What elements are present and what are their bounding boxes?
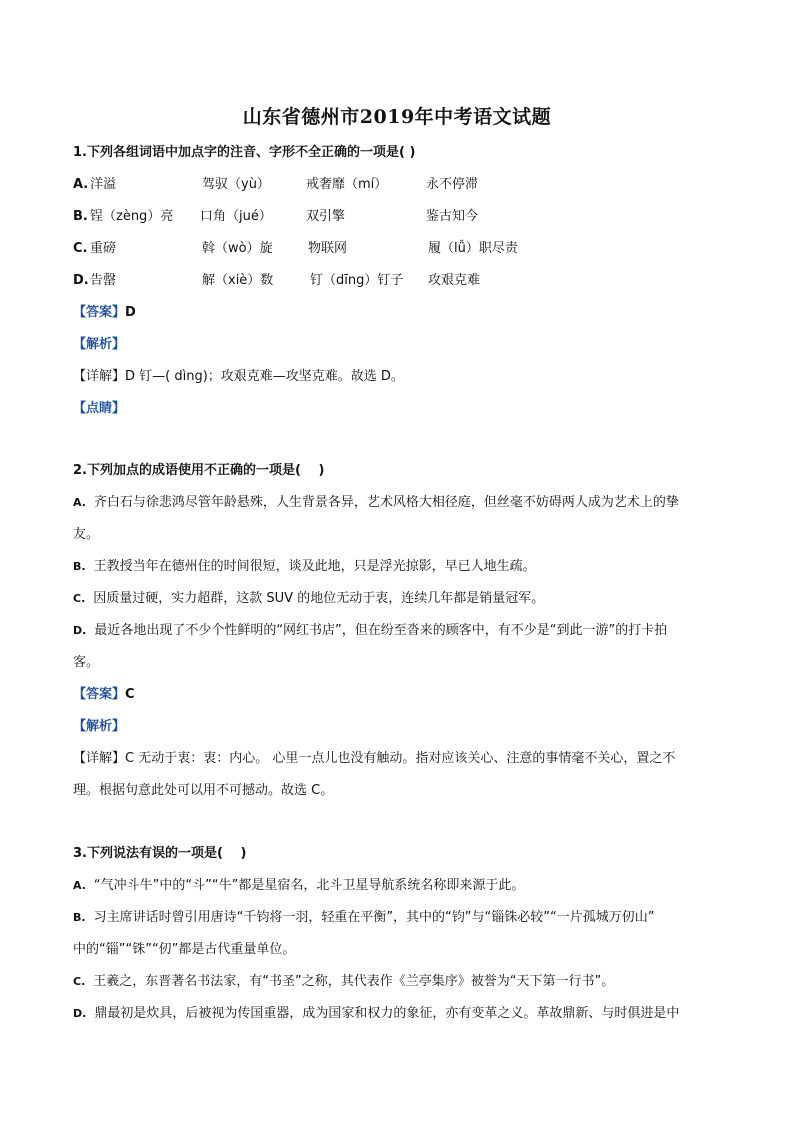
question-2-option-d-cont: 客。 <box>73 655 100 670</box>
question-2-analysis <box>73 718 125 736</box>
option-text: 王教授当年在德州住的时间很短，谈及此地，只是浮光掠影，早已人地生疏。 <box>93 559 536 574</box>
option-item: 斡（wò）旋 <box>202 241 273 256</box>
option-letter: A. <box>73 879 86 892</box>
option-item: 鉴古知今 <box>426 209 479 224</box>
question-3-option-d <box>73 1005 723 1023</box>
question-3-option-b <box>73 909 723 927</box>
option-item: 口角（jué） <box>200 209 272 224</box>
option-text: 齐白石与徐悲鸿尽管年龄悬殊，人生背景各异，艺术风格大相径庭，但丝毫不妨碍两人成为艺术上的挚 <box>93 495 679 510</box>
question-2-detail <box>73 750 723 768</box>
answer-tag: 【答案】 <box>73 687 126 702</box>
option-letter: C. <box>73 241 88 256</box>
option-item: 洋溢 <box>90 177 117 192</box>
question-2-answer <box>73 686 135 704</box>
option-text: 王羲之，东晋著名书法家，有“书圣”之称，其代表作《兰亭集序》被誉为“天下第一行书”。 <box>93 974 615 989</box>
option-item: 重磅 <box>90 241 117 256</box>
option-item: 驾驭（yù） <box>202 177 270 192</box>
option-item: 履（lǚ）职尽责 <box>428 241 518 256</box>
option-letter: B. <box>73 560 86 573</box>
question-1-stem: 1.下列各组词语中加点字的注音、字形不全正确的一项是( ) <box>73 145 416 160</box>
page-title: 山东省德州市2019年中考语文试题 <box>242 106 552 128</box>
question-3-stem: 3.下列说法有误的一项是( ) <box>73 846 247 861</box>
option-item: 告罄 <box>90 273 117 288</box>
detail-text: C 无动于衷：衷：内心。 心里一点儿也没有触动。指对应该关心、注意的事情毫不关心，置之不 <box>125 751 676 766</box>
option-item: 解（xiè）数 <box>202 273 274 288</box>
question-1-answer <box>73 304 136 322</box>
question-2-option-a-cont: 友。 <box>73 527 100 542</box>
option-letter: C. <box>73 592 86 605</box>
option-item: 永不停滞 <box>426 177 479 192</box>
option-letter: D. <box>73 1007 87 1020</box>
question-2-option-d <box>73 622 723 640</box>
option-letter: D. <box>73 624 87 637</box>
option-text: 因质量过硬，实力超群，这款 SUV 的地位无动于衷，连续几年都是销量冠军。 <box>93 591 545 606</box>
option-text: 最近各地出现了不少个性鲜明的“网红书店”，但在纷至沓来的顾客中，有不少是“到此一游”的打卡拍 <box>94 623 668 638</box>
option-text: 习主席讲话时曾引用唐诗“千钧将一羽，轻重在平衡”，其中的“钧”与“锱铢必较”“一片孤城万仞山” <box>93 910 655 925</box>
option-item: 戒奢靡（mí） <box>306 177 388 192</box>
analysis-tag: 【解析】 <box>73 719 126 734</box>
answer-value: C <box>125 687 135 702</box>
comment-tag: 【点睛】 <box>73 401 126 416</box>
question-1-detail <box>73 368 404 386</box>
option-item: 攻艰克难 <box>428 273 481 288</box>
option-text: “气冲斗牛”中的“斗”“牛”都是星宿名，北斗卫星导航系统名称即来源于此。 <box>93 878 525 893</box>
question-2-option-c <box>73 590 723 608</box>
detail-tag: 【详解】 <box>73 369 126 384</box>
question-2-detail-cont: 理。根据句意此处可以用不可撼动。故选 C。 <box>73 783 334 798</box>
question-3-option-a <box>73 877 723 895</box>
option-letter: A. <box>73 177 89 192</box>
analysis-tag: 【解析】 <box>73 337 126 352</box>
option-letter: C. <box>73 975 86 988</box>
question-2-option-a <box>73 494 723 512</box>
option-item: 锃（zèng）亮 <box>90 209 174 224</box>
option-item: 物联网 <box>308 241 348 256</box>
option-letter: B. <box>73 911 86 924</box>
option-item: 双引擎 <box>306 209 346 224</box>
question-3-option-c <box>73 973 723 991</box>
option-letter: A. <box>73 496 86 509</box>
question-1-analysis <box>73 336 125 354</box>
option-letter: B. <box>73 209 88 224</box>
question-2-stem: 2.下列加点的成语使用不正确的一项是( ) <box>73 463 325 478</box>
question-2-option-b <box>73 558 723 576</box>
option-item: 钉（dīng）钉子 <box>310 273 404 288</box>
detail-tag: 【详解】 <box>73 751 126 766</box>
answer-value: D <box>125 305 136 320</box>
question-1-comment <box>73 400 125 418</box>
answer-tag: 【答案】 <box>73 305 126 320</box>
option-text: 鼎最初是炊具，后被视为传国重器，成为国家和权力的象征，亦有变革之义。革故鼎新、与时俱进是中 <box>94 1006 680 1021</box>
option-letter: D. <box>73 273 89 288</box>
question-3-option-b-cont: 中的“锱”“铢”“仞”都是古代重量单位。 <box>73 942 296 957</box>
detail-text: D 钉—( dìng)；攻艰克难—攻坚克难。故选 D。 <box>125 369 404 384</box>
